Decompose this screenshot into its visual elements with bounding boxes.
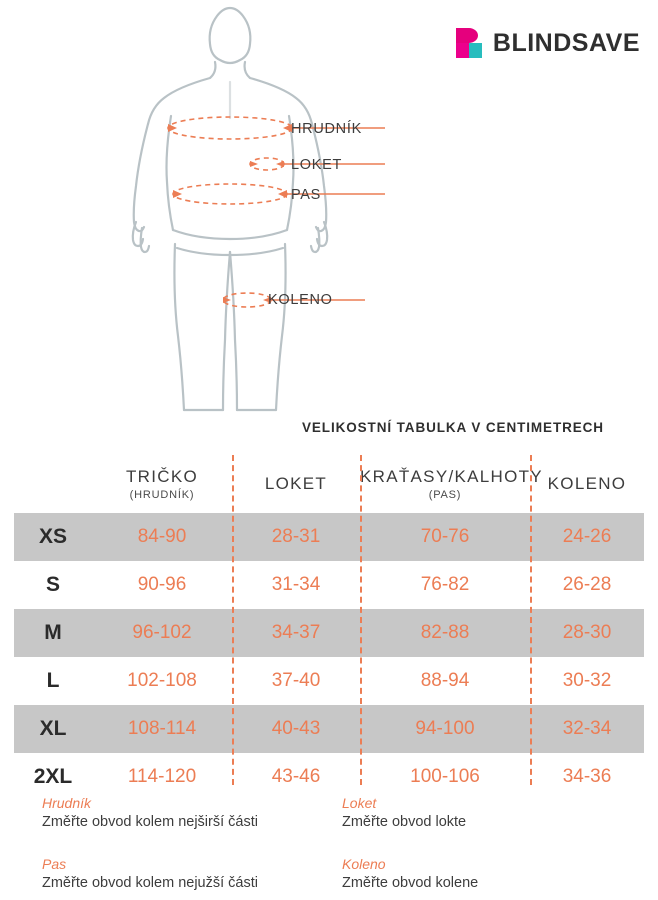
row-loket: 37-40 xyxy=(271,670,321,691)
header-size xyxy=(14,455,92,513)
row-koleno: 34-36 xyxy=(562,766,612,787)
row-loket: 28-31 xyxy=(271,526,321,547)
row-tricko: 102-108 xyxy=(127,670,197,691)
note-elbow-text: Změřte obvod lokte xyxy=(342,814,467,830)
header-tricko-sub: (HRUDNÍK) xyxy=(129,488,195,501)
header-koleno xyxy=(530,455,644,513)
note-waist-text: Změřte obvod kolem nejužší části xyxy=(42,875,258,891)
callout-chest: HRUDNÍK xyxy=(291,121,362,137)
row-loket: 34-37 xyxy=(271,622,321,643)
callout-knee: KOLENO xyxy=(268,292,333,308)
row-loket: 43-46 xyxy=(271,766,321,787)
header-loket-main: LOKET xyxy=(264,474,328,494)
size-table-title: VELIKOSTNÍ TABULKA V CENTIMETRECH xyxy=(302,420,604,435)
row-kratasy: 70-76 xyxy=(420,526,470,547)
table-row xyxy=(14,705,644,753)
header-kratasy xyxy=(360,455,543,513)
note-chest xyxy=(42,795,342,830)
body-outline-icon xyxy=(95,4,395,424)
note-knee-title: Koleno xyxy=(342,856,386,872)
row-tricko: 96-102 xyxy=(132,622,192,643)
table-header-row xyxy=(14,455,644,513)
header-loket xyxy=(232,455,360,513)
table-row xyxy=(14,657,644,705)
row-kratasy: 82-88 xyxy=(420,622,470,643)
header-kratasy-sub: (PAS) xyxy=(428,488,462,501)
row-size: 2XL xyxy=(33,765,73,788)
size-table xyxy=(14,455,644,801)
header-kratasy-main: KRAŤASY/KALHOTY xyxy=(360,466,543,486)
note-knee xyxy=(342,856,622,891)
row-koleno: 30-32 xyxy=(562,670,612,691)
column-divider xyxy=(530,455,532,785)
table-row xyxy=(14,753,644,801)
row-size: S xyxy=(45,573,60,596)
note-knee-text: Změřte obvod kolene xyxy=(342,875,479,891)
row-loket: 40-43 xyxy=(271,718,321,739)
row-size: XS xyxy=(38,525,67,548)
note-chest-text: Změřte obvod kolem nejširší části xyxy=(42,814,258,830)
row-tricko: 90-96 xyxy=(137,574,187,595)
note-waist xyxy=(42,856,342,891)
row-loket: 31-34 xyxy=(271,574,321,595)
row-koleno: 32-34 xyxy=(562,718,612,739)
row-size: L xyxy=(46,669,60,692)
table-row xyxy=(14,513,644,561)
column-divider xyxy=(360,455,362,785)
header-tricko xyxy=(92,455,232,513)
row-koleno: 24-26 xyxy=(562,526,612,547)
row-koleno: 26-28 xyxy=(562,574,612,595)
callout-elbow: LOKET xyxy=(291,157,343,173)
header-koleno-main: KOLENO xyxy=(547,474,627,494)
note-elbow xyxy=(342,795,622,830)
row-tricko: 114-120 xyxy=(127,766,197,787)
row-koleno: 28-30 xyxy=(562,622,612,643)
row-size: M xyxy=(44,621,62,644)
table-row xyxy=(14,561,644,609)
row-tricko: 84-90 xyxy=(137,526,187,547)
measurement-notes xyxy=(42,795,622,891)
table-row xyxy=(14,609,644,657)
note-waist-title: Pas xyxy=(42,856,67,872)
header-tricko-main: TRIČKO xyxy=(125,466,199,486)
row-kratasy: 76-82 xyxy=(420,574,470,595)
callout-waist: PAS xyxy=(291,187,322,203)
row-size: XL xyxy=(39,717,67,740)
note-chest-title: Hrudník xyxy=(42,795,92,811)
row-tricko: 108-114 xyxy=(127,718,197,739)
row-kratasy: 100-106 xyxy=(410,766,480,787)
body-figure xyxy=(0,0,658,440)
row-kratasy: 88-94 xyxy=(420,670,470,691)
column-divider xyxy=(232,455,234,785)
note-elbow-title: Loket xyxy=(342,795,377,811)
brand-name: BLINDSAVE xyxy=(492,28,640,57)
row-kratasy: 94-100 xyxy=(415,718,475,739)
